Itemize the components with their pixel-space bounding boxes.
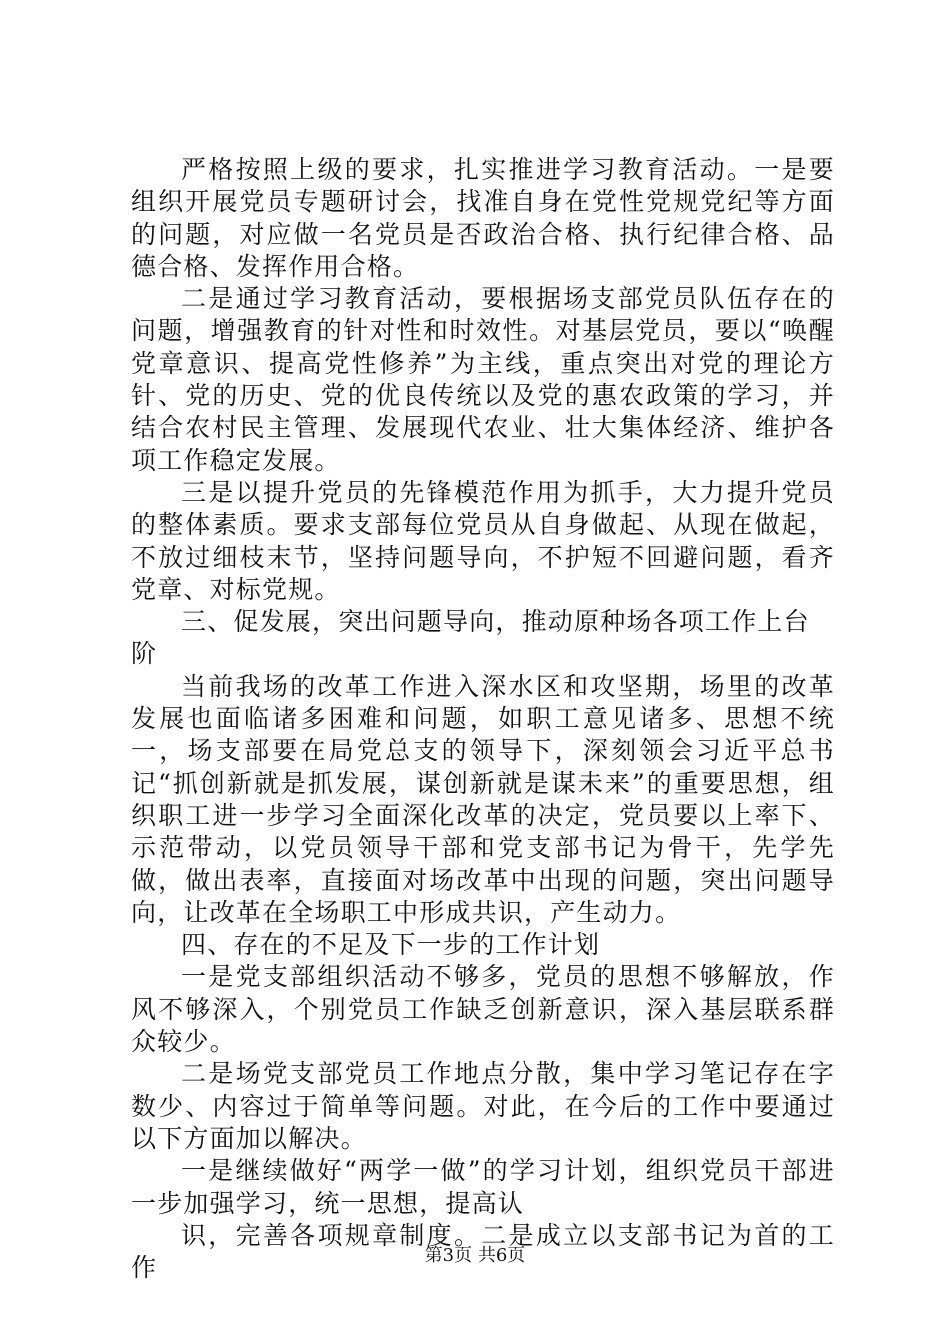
paragraph-reform-work: 当前我场的改革工作进入深水区和攻坚期，场里的改革发展也面临诸多困难和问题，如职工意见诸多、思想不统一，场支部要在局党总支的领导下，深刻领会习近平总书记“抓创新就是抓发展，谋创新就是谋未来”的重要思想，组织职工进一步学习全面深化改革的决定，党员要以上率下、示范带动，以党员领导干部和党支部书记为骨干，先学先做，做出表率，直接面对场改革中出现的问题，突出问题导向，让改革在全场职工中形成共识，产生动力。 (131, 671, 835, 927)
paragraph-shortcoming-one: 一是党支部组织活动不够多，党员的思想不够解放，作风不够深入，个别党员工作缺乏创新意识，深入基层联系群众较少。 (131, 962, 835, 1057)
page-number-footer: 第3页 共6页 (424, 1245, 526, 1266)
paragraph-plan-one: 一是继续做好“两学一做”的学习计划，组织党员干部进一步加强学习，统一思想，提高认 (131, 1156, 835, 1218)
document-body (131, 154, 835, 1284)
paragraph-targeted-education: 二是通过学习教育活动，要根据场支部党员队伍存在的问题，增强教育的针对性和时效性。对基层党员，要以“唤醒党章意识、提高党性修养”为主线，重点突出对党的理论方针、党的历史、党的优良传统以及党的惠农政策的学习，并结合农村民主管理、发展现代农业、壮大集体经济、维护各项工作稳定发展。 (131, 284, 835, 475)
paragraph-plan-continued: 识，完善各项规章制度。二是成立以支部书记为首的工作 (131, 1220, 835, 1283)
paragraph-shortcoming-two: 二是场党支部党员工作地点分散，集中学习笔记存在字数少、内容过于简单等问题。对此，在今后的工作中要通过以下方面加以解决。 (131, 1059, 835, 1153)
section-heading-promote-development: 三、促发展，突出问题导向，推动原种场各项工作上台阶 (131, 607, 810, 669)
paragraph-vanguard-role: 三是以提升党员的先锋模范作用为抓手，大力提升党员的整体素质。要求支部每位党员从自身做起、从现在做起，不放过细枝末节，坚持问题导向，不护短不回避问题，看齐党章、对标党规。 (131, 477, 835, 604)
section-heading-shortcomings-plan: 四、存在的不足及下一步的工作计划 (181, 930, 601, 960)
paragraph-study-education: 严格按照上级的要求，扎实推进学习教育活动。一是要组织开展党员专题研讨会，找准自身在党性党规党纪等方面的问题，对应做一名党员是否政治合格、执行纪律合格、品德合格、发挥作用合格。 (131, 155, 835, 281)
